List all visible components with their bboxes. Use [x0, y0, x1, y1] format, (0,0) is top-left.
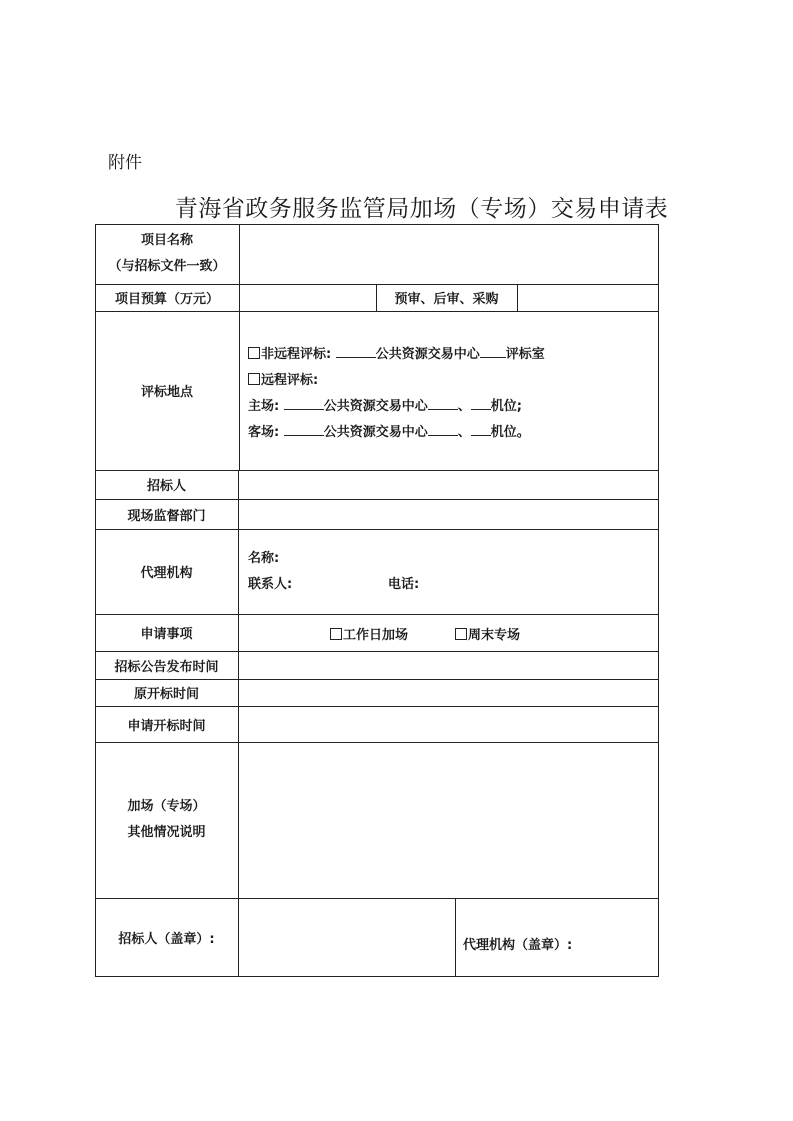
- guest-room-blank[interactable]: [428, 422, 458, 436]
- weekday-checkbox[interactable]: [330, 628, 342, 640]
- project-name-label-cell: [95, 224, 239, 284]
- main-room-blank[interactable]: [428, 396, 458, 410]
- form-title: 青海省政务服务监管局加场（专场）交易申请表: [174, 196, 669, 222]
- review-type-label: 预审、后审、采购: [394, 292, 499, 307]
- main-seat-blank[interactable]: [471, 396, 491, 410]
- agency-details: [248, 546, 648, 598]
- tenderer-label: 招标人: [146, 479, 186, 494]
- remote-checkbox[interactable]: [248, 373, 260, 385]
- agency-name[interactable]: 名称:: [248, 551, 280, 566]
- guest-city-blank[interactable]: [284, 422, 324, 436]
- original-open-field[interactable]: [239, 680, 658, 706]
- remote-line: 远程评标:: [248, 368, 653, 394]
- tenderer-seal-area[interactable]: [239, 899, 455, 976]
- non-remote-line: 非远程评标: 公共资源交易中心 评标室: [248, 342, 653, 368]
- announce-time-field[interactable]: [239, 652, 658, 679]
- notes-label-line1: 加场（专场）: [127, 799, 206, 814]
- agency-seal-label: 代理机构（盖章）:: [463, 938, 573, 953]
- announce-time-label: 招标公告发布时间: [114, 659, 219, 675]
- weekend-checkbox[interactable]: [455, 628, 467, 640]
- apply-open-field[interactable]: [239, 707, 658, 742]
- tenderer-field[interactable]: [239, 471, 658, 499]
- agency-contact-line: [248, 572, 648, 598]
- notes-label-cell: [95, 742, 238, 898]
- venue-label: 评标地点: [140, 385, 193, 400]
- notes-field[interactable]: [239, 743, 658, 898]
- tenderer-seal-label: 招标人（盖章）:: [118, 931, 215, 947]
- supervision-label: 现场监督部门: [127, 508, 206, 524]
- agency-phone[interactable]: 电话:: [388, 577, 420, 592]
- request-label: 申请事项: [140, 627, 193, 642]
- attachment-label: 附件: [108, 153, 142, 173]
- venue-options: [248, 342, 653, 446]
- agency-label: 代理机构: [140, 566, 193, 581]
- weekend-option[interactable]: 周末专场: [455, 624, 520, 643]
- main-venue-line: 主场: 公共资源交易中心 、 机位;: [248, 394, 653, 420]
- original-open-label: 原开标时间: [133, 687, 199, 702]
- non-remote-checkbox[interactable]: [248, 347, 260, 359]
- project-name-note: （与招标文件一致）: [108, 259, 226, 274]
- agency-contact[interactable]: 联系人:: [248, 577, 293, 592]
- supervision-field[interactable]: [239, 500, 658, 529]
- non-remote-city-blank[interactable]: [336, 344, 376, 358]
- review-type-field[interactable]: [518, 285, 658, 311]
- non-remote-room-blank[interactable]: [480, 344, 506, 358]
- budget-field[interactable]: [240, 285, 376, 311]
- apply-open-label: 申请开标时间: [127, 718, 206, 734]
- notes-label-line2: 其他情况说明: [127, 825, 206, 840]
- project-name-label: 项目名称: [140, 233, 193, 248]
- weekday-option[interactable]: 工作日加场: [330, 624, 408, 643]
- project-name-field[interactable]: [240, 225, 658, 284]
- guest-venue-line: 客场: 公共资源交易中心 、 机位。: [248, 420, 653, 446]
- guest-seat-blank[interactable]: [471, 422, 491, 436]
- budget-label: 项目预算（万元）: [114, 292, 219, 307]
- main-city-blank[interactable]: [284, 396, 324, 410]
